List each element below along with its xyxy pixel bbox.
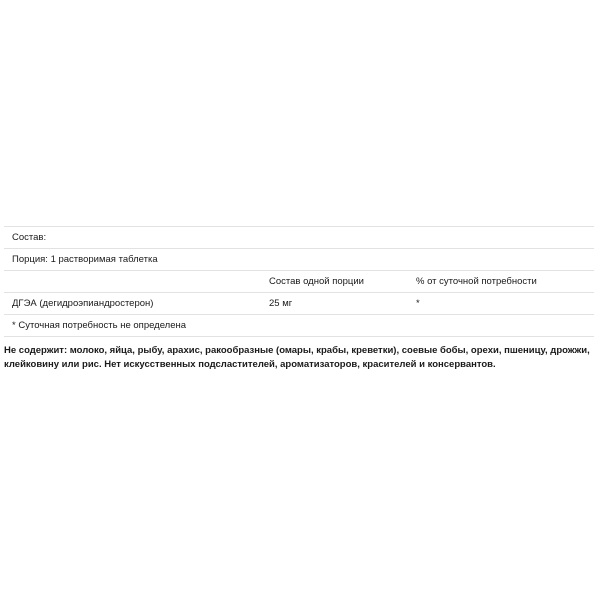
table-title-row — [4, 227, 594, 249]
free-from-note — [4, 344, 596, 372]
serving-size-row — [4, 249, 594, 271]
column-header-row — [4, 271, 594, 293]
serving-size: Порция: 1 растворимая таблетка — [12, 254, 158, 265]
table-title: Состав: — [12, 232, 47, 243]
supplement-facts-table — [4, 226, 594, 337]
footnote-row — [4, 315, 594, 337]
column-header-amount: Состав одной порции — [269, 276, 364, 287]
column-header-daily-value: % от суточной потребности — [416, 276, 537, 287]
free-from-line2: клейковину или рис. Нет искусственных подсластителей, ароматизаторов, красителей и консервантов. — [4, 359, 496, 370]
ingredient-daily-value: * — [416, 298, 420, 309]
ingredient-amount: 25 мг — [269, 298, 293, 309]
ingredient-row — [4, 293, 594, 315]
free-from-lead: Не содержит: — [4, 345, 68, 356]
footnote: * Суточная потребность не определена — [12, 320, 187, 331]
ingredient-name: ДГЭА (дегидроэпиандростерон) — [12, 298, 154, 309]
free-from-line1: молоко, яйца, рыбу, арахис, ракообразные (омары, крабы, креветки), соевые бобы, орехи, пшеницу, дрожжи, — [67, 345, 590, 356]
